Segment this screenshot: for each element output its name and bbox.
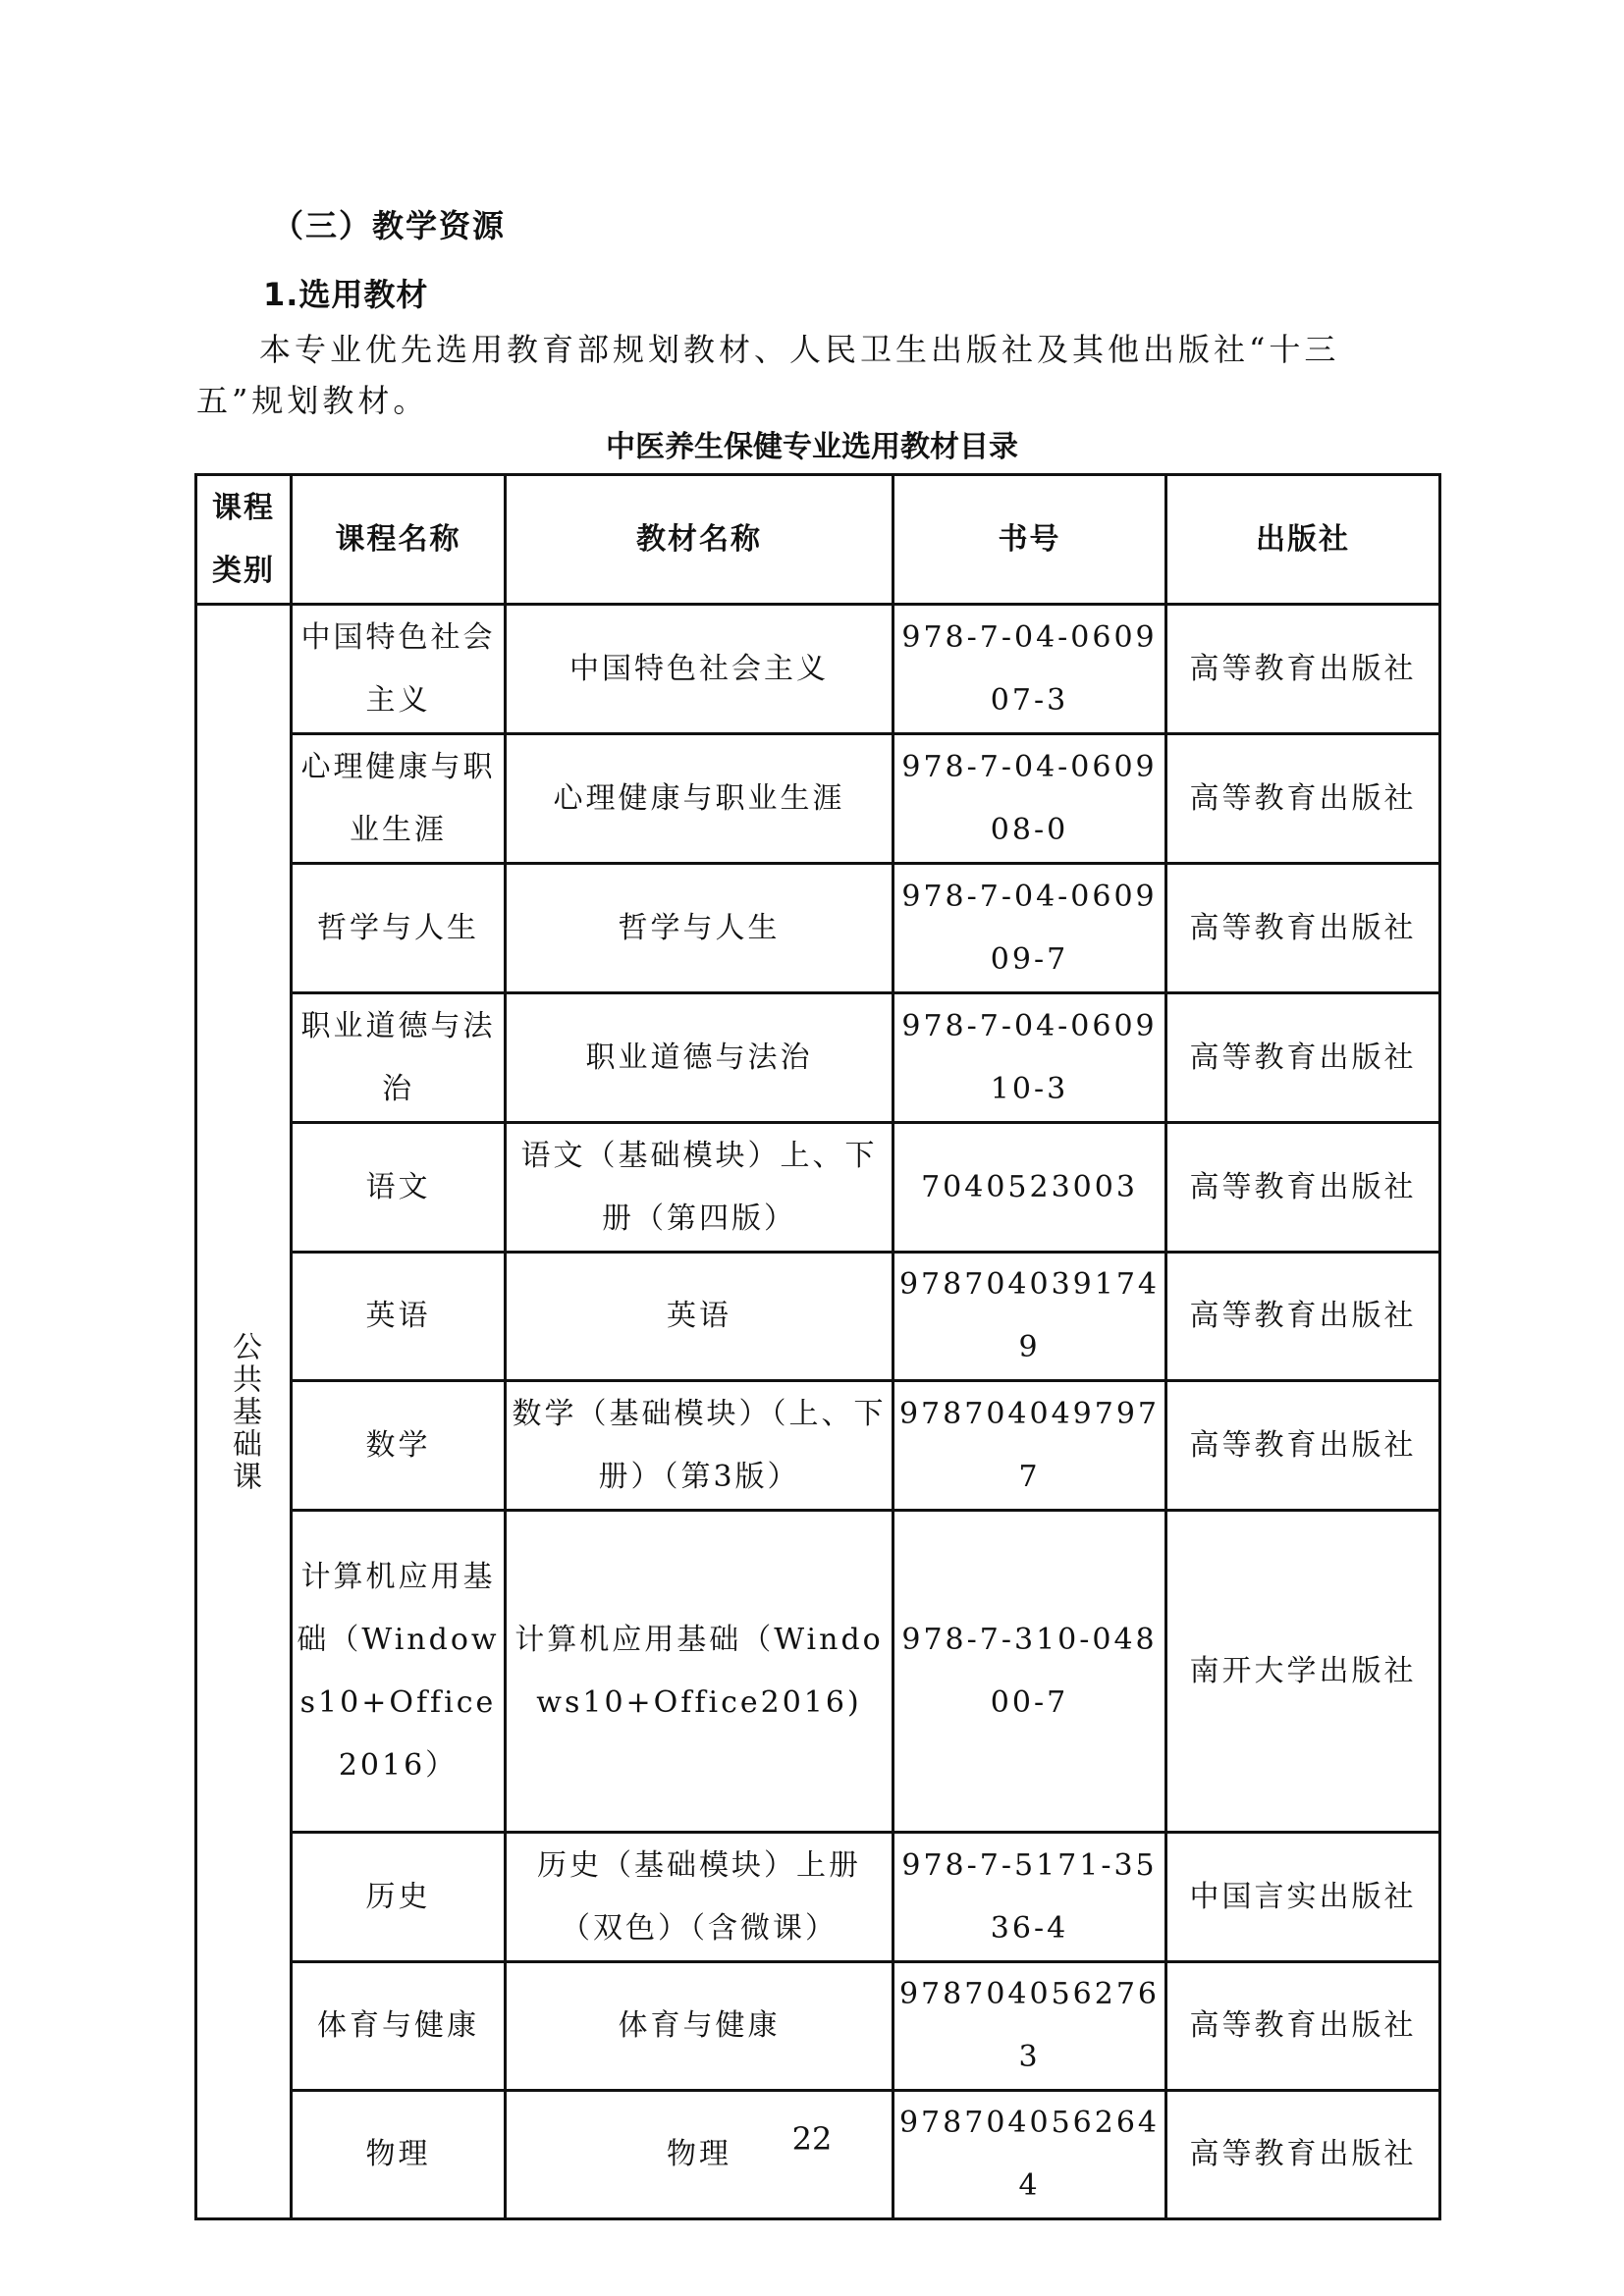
isbn-cell: 978-7-5171-3536-4 — [893, 1833, 1166, 1962]
table-row — [196, 993, 1440, 1123]
book-cell: 哲学与人生 — [506, 864, 893, 993]
page-number: 22 — [791, 2120, 833, 2158]
book-cell: 物理 — [506, 2091, 893, 2219]
isbn-cell: 9787040562644 — [893, 2091, 1166, 2219]
course-cell: 体育与健康 — [292, 1962, 506, 2091]
isbn-cell: 7040523003 — [893, 1123, 1166, 1253]
course-cell: 中国特色社会主义 — [292, 605, 506, 734]
isbn-cell: 9787040391749 — [893, 1253, 1166, 1381]
textbook-table — [194, 473, 1441, 2220]
table-caption: 中医养生保健专业选用教材目录 — [606, 430, 1018, 464]
table-row — [196, 1123, 1440, 1253]
publisher-cell: 高等教育出版社 — [1166, 1123, 1440, 1253]
header-course: 课程名称 — [292, 475, 506, 605]
publisher-cell: 南开大学出版社 — [1166, 1511, 1440, 1833]
table-row — [196, 1962, 1440, 2091]
course-cell: 语文 — [292, 1123, 506, 1253]
category-cell: 公共基础课 — [196, 605, 292, 2219]
course-cell: 历史 — [292, 1833, 506, 1962]
book-cell: 历史（基础模块）上册（双色）（含微课） — [506, 1833, 893, 1962]
header-book: 教材名称 — [506, 475, 893, 605]
intro-paragraph: 本专业优先选用教育部规划教材、人民卫生出版社及其他出版社“十三五”规划教材。 — [196, 331, 1340, 419]
book-cell: 体育与健康 — [506, 1962, 893, 2091]
table-row — [196, 1381, 1440, 1511]
book-cell: 心理健康与职业生涯 — [506, 734, 893, 864]
header-category: 课程类别 — [196, 475, 292, 605]
course-cell: 职业道德与法治 — [292, 993, 506, 1123]
book-cell: 中国特色社会主义 — [506, 605, 893, 734]
publisher-cell: 高等教育出版社 — [1166, 864, 1440, 993]
course-cell: 物理 — [292, 2091, 506, 2219]
table-row — [196, 1833, 1440, 1962]
table-row — [196, 864, 1440, 993]
section-heading: （三）教学资源 — [272, 207, 507, 244]
publisher-cell: 高等教育出版社 — [1166, 1381, 1440, 1511]
isbn-cell: 978-7-04-060909-7 — [893, 864, 1166, 993]
course-cell: 心理健康与职业生涯 — [292, 734, 506, 864]
course-cell: 英语 — [292, 1253, 506, 1381]
publisher-cell: 高等教育出版社 — [1166, 1962, 1440, 2091]
publisher-cell: 高等教育出版社 — [1166, 734, 1440, 864]
isbn-cell: 978-7-310-04800-7 — [893, 1511, 1166, 1833]
book-cell: 计算机应用基础（Windows10+Office2016) — [506, 1511, 893, 1833]
book-cell: 数学（基础模块）（上、下册）（第3版） — [506, 1381, 893, 1511]
publisher-cell: 高等教育出版社 — [1166, 2091, 1440, 2219]
subsection-heading: 1.选用教材 — [263, 276, 429, 313]
publisher-cell: 高等教育出版社 — [1166, 605, 1440, 734]
table-row — [196, 605, 1440, 734]
table-header-row — [196, 475, 1440, 605]
table-row — [196, 734, 1440, 864]
isbn-cell: 9787040562763 — [893, 1962, 1166, 2091]
publisher-cell: 高等教育出版社 — [1166, 1253, 1440, 1381]
publisher-cell: 高等教育出版社 — [1166, 993, 1440, 1123]
course-cell: 哲学与人生 — [292, 864, 506, 993]
publisher-cell: 中国言实出版社 — [1166, 1833, 1440, 1962]
course-cell: 数学 — [292, 1381, 506, 1511]
isbn-cell: 978-7-04-060907-3 — [893, 605, 1166, 734]
book-cell: 语文（基础模块）上、下册（第四版） — [506, 1123, 893, 1253]
course-cell: 计算机应用基础（Windows10+Office2016） — [292, 1511, 506, 1833]
header-isbn: 书号 — [893, 475, 1166, 605]
book-cell: 职业道德与法治 — [506, 993, 893, 1123]
table-row — [196, 1253, 1440, 1381]
book-cell: 英语 — [506, 1253, 893, 1381]
header-publisher: 出版社 — [1166, 475, 1440, 605]
table-row — [196, 1511, 1440, 1833]
isbn-cell: 9787040497977 — [893, 1381, 1166, 1511]
isbn-cell: 978-7-04-060908-0 — [893, 734, 1166, 864]
isbn-cell: 978-7-04-060910-3 — [893, 993, 1166, 1123]
